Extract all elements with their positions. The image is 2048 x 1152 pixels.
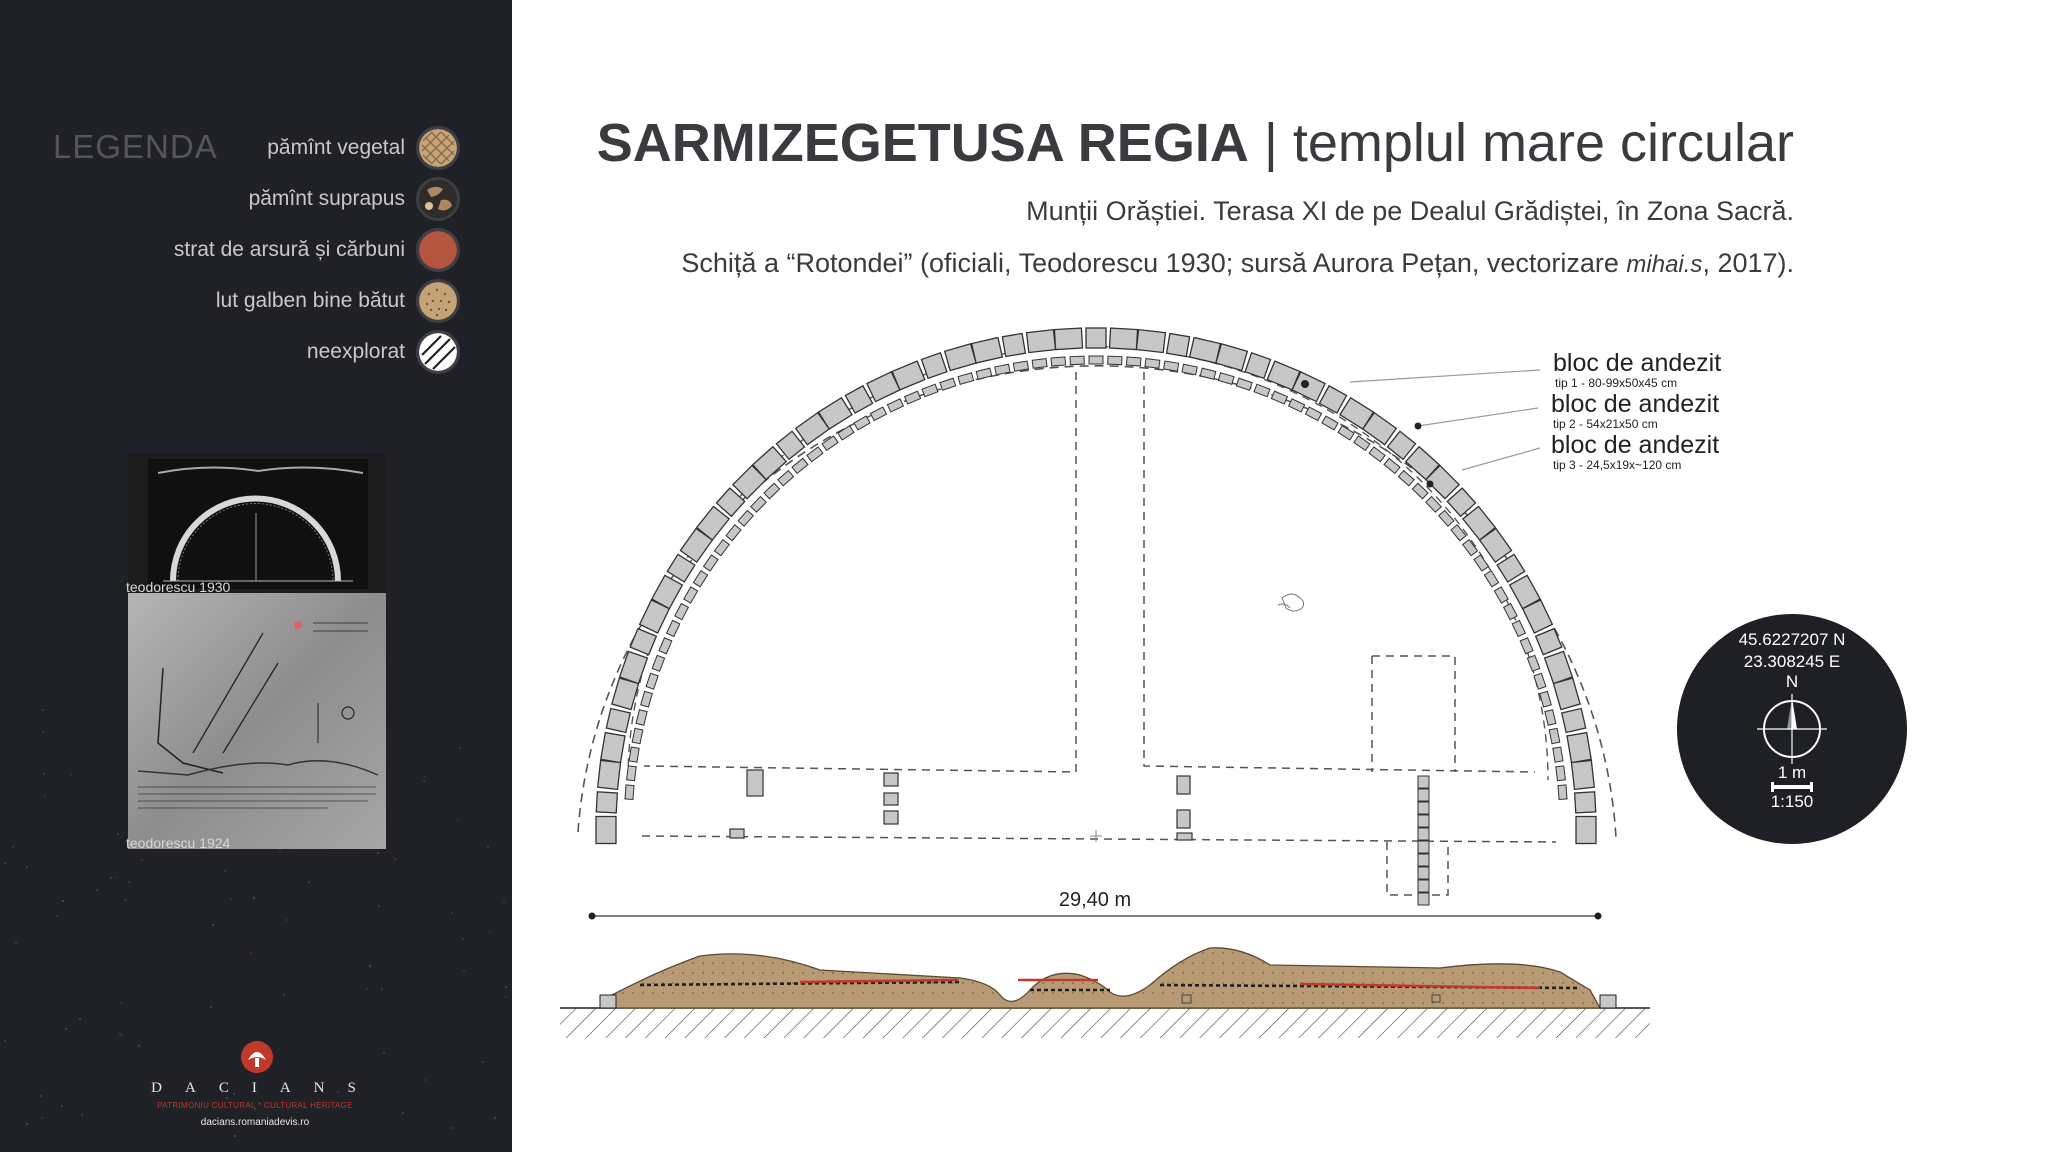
andesite-block [1109,328,1137,349]
dimension-end [1595,913,1602,920]
andesite-block [945,344,976,371]
subtitle-source-text: Schiță a “Rotondei” (oficiali, Teodorescu 1930; sursă Aurora Pețan, vectorizare [681,248,1627,278]
small-block-ring [625,356,1567,799]
scale-ratio: 1:150 [1770,792,1814,811]
small-andesite-block [1558,785,1567,800]
small-andesite-block [854,416,870,430]
andesite-block [1167,333,1190,356]
andesite-block [1553,678,1580,709]
thumbnail-caption-1930: teodorescu 1930 [126,579,231,595]
legend-label: lut galben bine bătut [215,289,405,312]
small-andesite-block [751,497,766,513]
small-andesite-block [1549,728,1560,743]
small-andesite-block [1108,356,1122,365]
andesite-block [598,760,621,789]
annotation-detail: tip 3 - 24,5x19x~120 cm [1553,458,1682,472]
small-andesite-block [1545,710,1556,726]
andesite-block [1216,344,1247,371]
andesite-block [1319,386,1346,413]
small-andesite-block [1484,571,1498,587]
small-andesite-block [807,447,823,462]
andesite-block [596,792,617,813]
andesite-block [1002,333,1025,356]
small-andesite-block [659,638,672,654]
small-andesite-block [1504,604,1518,620]
andesite-block [620,651,648,683]
small-andesite-block [667,620,680,636]
andesite-block [606,709,630,733]
small-andesite-block [1305,407,1321,421]
andesite-block [1575,792,1596,813]
small-andesite-block [1032,359,1047,369]
small-andesite-block [627,766,637,781]
column-block [1418,802,1429,814]
small-andesite-block [792,458,808,473]
small-andesite-block [887,399,903,412]
small-andesite-block [1384,458,1400,473]
small-andesite-block [1494,587,1508,603]
small-andesite-block [1126,357,1141,366]
interior-posts [730,770,1192,840]
andesite-block [1190,338,1221,364]
small-andesite-block [1520,638,1533,654]
dimension-label: 29,40 m [1058,889,1132,911]
small-andesite-block [1474,555,1489,571]
small-andesite-block [1556,766,1566,781]
annotation-detail: tip 2 - 54x21x50 cm [1553,417,1658,431]
legend-label: pămînt vegetal [267,136,405,159]
small-andesite-block [1412,483,1428,498]
thumbnail-caption-1924: teodorescu 1924 [126,835,231,851]
block-column [1418,776,1429,905]
small-andesite-block [625,785,634,800]
logo-url: dacians.romaniadevis.ro [200,1117,310,1128]
small-andesite-block [1254,384,1270,396]
small-andesite-block [1218,373,1234,385]
small-andesite-block [905,391,921,404]
small-andesite-block [693,571,707,587]
small-andesite-block [1289,399,1305,412]
andesite-block-ring [596,328,1596,844]
small-andesite-block [922,384,938,396]
small-andesite-block [1439,510,1454,526]
annotation-block-type3 [1551,432,1719,472]
small-andesite-block [1013,361,1028,371]
annotation-title: bloc de andezit [1551,431,1720,459]
subtitle-author: mihai.s [1626,251,1703,278]
small-andesite-block [675,604,689,620]
small-andesite-block [764,483,780,498]
small-andesite-block [1553,747,1563,762]
cross-section-profile [560,948,1650,1038]
small-andesite-block [629,747,639,762]
column-block [1418,854,1429,866]
column-block [1418,815,1429,827]
small-andesite-block [636,710,647,726]
small-andesite-block [1463,540,1478,556]
small-andesite-block [1322,416,1338,430]
dimension-end [589,913,596,920]
small-andesite-block [1534,673,1546,689]
andesite-block [1136,330,1165,353]
interior-feature [1278,594,1304,611]
andesite-block [630,629,656,655]
legend-label: neexplorat [306,340,405,363]
small-andesite-block [1051,357,1066,366]
small-andesite-block [870,407,886,421]
column-block [1418,828,1429,840]
small-andesite-block [1070,356,1084,365]
legend-title: LEGENDA [53,128,218,165]
small-andesite-block [1164,361,1179,371]
column-block [1418,776,1429,788]
andesite-block [1245,353,1270,378]
andesite-block [601,733,625,763]
column-block [1418,867,1429,879]
small-andesite-block [704,555,719,571]
small-andesite-block [1540,691,1552,707]
annotation-markers [1301,380,1434,488]
small-andesite-block [1512,620,1525,636]
legend-label: pămînt suprapus [248,187,405,210]
column-block [1418,893,1429,905]
small-andesite-block [1145,359,1160,369]
andesite-block [1562,709,1586,733]
longitude: 23.308245 E [1743,652,1841,671]
small-andesite-block [632,728,643,743]
column-block [1418,841,1429,853]
latitude: 45.6227207 N [1738,630,1846,649]
annotation-block-type1 [1553,350,1721,390]
annotation-title: bloc de andezit [1553,349,1722,377]
small-andesite-block [1338,426,1354,440]
small-andesite-block [838,426,854,440]
column-block [1418,789,1429,801]
small-andesite-block [1451,525,1466,541]
inner-dashed-circle [628,346,1548,780]
column-block [1418,880,1429,892]
subtitle-source-year: , 2017). [1702,248,1794,278]
small-andesite-block [778,471,794,486]
andesite-block [972,338,1003,364]
small-andesite-block [1200,368,1216,379]
small-andesite-block [726,525,741,541]
small-andesite-block [684,587,698,603]
small-andesite-block [976,368,992,379]
small-andesite-block [958,373,974,385]
annotation-block-type2 [1551,391,1719,431]
andesite-block [1086,328,1106,348]
center-mark [1090,830,1102,842]
logo-wordmark: DACIANS [151,1080,379,1096]
andesite-block [1571,760,1594,789]
andesite-block [1054,328,1082,349]
annotation-detail: tip 1 - 80-99x50x45 cm [1555,376,1678,390]
north-label: N [1785,672,1799,691]
andesite-block [1536,629,1562,655]
small-andesite-block [822,436,838,451]
legend-label: strat de arsură și cărbuni [173,238,405,261]
title-bold: SARMIZEGETUSA REGIA [596,113,1249,173]
title-rest: | templul mare circular [1248,113,1794,173]
scale-label: 1 m [1777,763,1807,782]
small-andesite-block [641,691,653,707]
small-andesite-block [714,540,729,556]
subtitle-location: Munții Orăștiei. Terasa XI de pe Dealul Grădiștei, în Zona Sacră. [1026,196,1794,226]
small-andesite-block [1089,356,1103,364]
andesite-block [596,817,616,844]
compass-badge [1677,614,1907,844]
small-andesite-block [940,378,956,390]
small-andesite-block [1271,391,1287,404]
andesite-block [1027,330,1056,353]
annotation-title: bloc de andezit [1551,390,1720,418]
small-andesite-block [1236,378,1252,390]
andesite-block [1576,817,1596,844]
small-andesite-block [652,655,664,671]
small-andesite-block [646,673,658,689]
andesite-block [1567,733,1591,763]
small-andesite-block [1527,655,1539,671]
logo-tagline: PATRIMONIU CULTURAL * CULTURAL HERITAGE [157,1101,353,1110]
small-andesite-block [738,510,753,526]
